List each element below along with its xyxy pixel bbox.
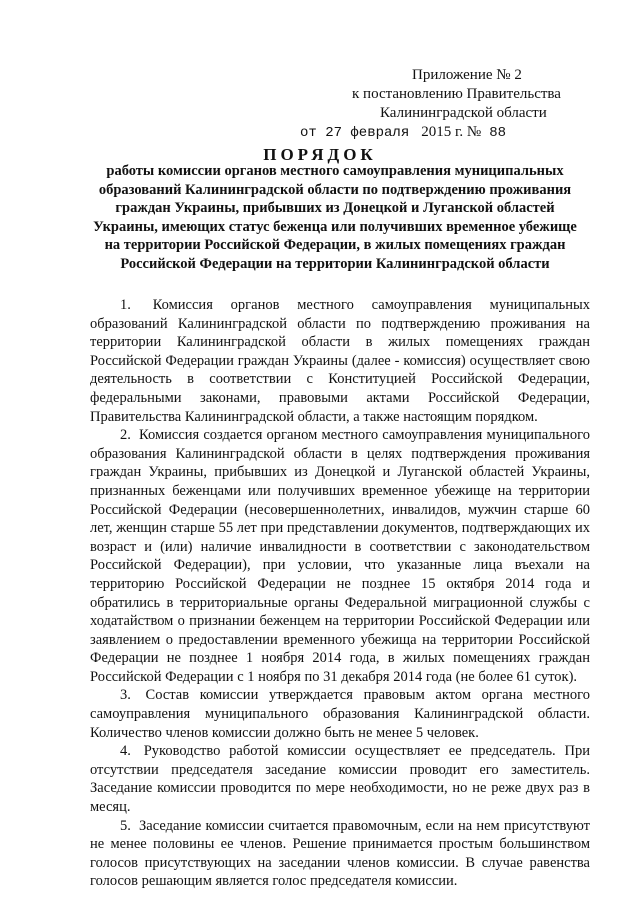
document-title: ПОРЯДОК — [263, 145, 377, 164]
paragraph-number: 5. — [120, 817, 131, 834]
paragraph-text: Состав комиссии утверждается правовым актом органа местного самоуправления муниципального образования Калининградской области. Количество членов комиссии должно быть не менее 5 человек. — [90, 687, 591, 741]
paragraph-2 — [90, 426, 590, 686]
appendix-doc-number: 88 — [489, 125, 507, 141]
appendix-region: Калининградской области — [380, 105, 547, 121]
paragraph-text: Заседание комиссии считается правомочным, если на нем присутствуют не менее половины ее членов. Решение принимается простым большинством голосов присутствующих на заседании членов комиссии. В случае равенства голосов решающим является голос председателя комиссии. — [90, 817, 590, 890]
paragraph-number: 3. — [120, 687, 131, 704]
paragraph-5 — [90, 817, 590, 891]
appendix-date-line — [300, 123, 600, 143]
appendix-header — [300, 66, 600, 143]
document-subtitle: работы комиссии органов местного самоуправления муниципальных образований Калининградской области по подтверждению проживания граждан Украины, прибывших из Донецкой и Луганской областей Украины, имеющих статус беженца или получивших временное убежище на территории Российской Федерации, в жилых помещениях граждан Российской Федерации на территории Калининградской области — [93, 163, 577, 272]
paragraph-number: 2. — [120, 427, 131, 444]
document-body — [90, 296, 590, 891]
paragraph-number: 4. — [120, 743, 131, 760]
paragraph-text: Руководство работой комиссии осуществляет ее председатель. При отсутствии председателя заседание комиссии проводит его заместитель. Заседание комиссии проводится по мере необходимости, но не реже двух раз в месяц. — [90, 743, 591, 816]
paragraph-number: 1. — [120, 297, 131, 313]
paragraph-1 — [90, 296, 590, 426]
paragraph-4 — [90, 742, 590, 816]
paragraph-text: Комиссия создается органом местного самоуправления муниципального образования Калининградской области в целях подтверждения проживания граждан Украины, прибывших из Донецкой и Луганской областей Украины, признанных беженцами или получивших временное убежище на территории Российской Федерации (несовершеннолетних, инвалидов, мужчин старше 60 лет, женщин старше 55 лет при представлении документов, подтверждающих их возраст и (или) наличие инвалидности в соответствии с законодательством Российской Федерации), при условии, что указанные лица въехали на территорию Российской Федерации не позднее 15 октября 2014 года и обратились в территориальные органы Федеральной миграционной службы с ходатайством о признании беженцем на территории Российской Федерации или заявлением о предоставлении временного убежища на территории Российской Федерации не позднее 1 ноября 2014 года, в жилых помещениях граждан Российской Федерации с 1 ноября по 31 декабря 2014 года (не более 61 суток). — [90, 427, 590, 685]
appendix-reference: к постановлению Правительства — [352, 86, 561, 102]
appendix-number: Приложение № 2 — [412, 67, 522, 83]
paragraph-text: Комиссия органов местного самоуправления муниципальных образований Калининградской области по подтверждению проживания на территории Калининградской области в жилых помещениях граждан Российской Федерации граждан Украины (далее - комиссия) осуществляет свою деятельность в соответствии с Конституцией Российской Федерации, федеральными законами, правовыми актами Российской Федерации, Правительства Калининградской области, а также настоящим порядком. — [90, 297, 591, 425]
paragraph-3 — [90, 686, 590, 742]
appendix-year: 2015 г. № — [421, 124, 482, 140]
appendix-date: от 27 февраля — [300, 125, 410, 141]
